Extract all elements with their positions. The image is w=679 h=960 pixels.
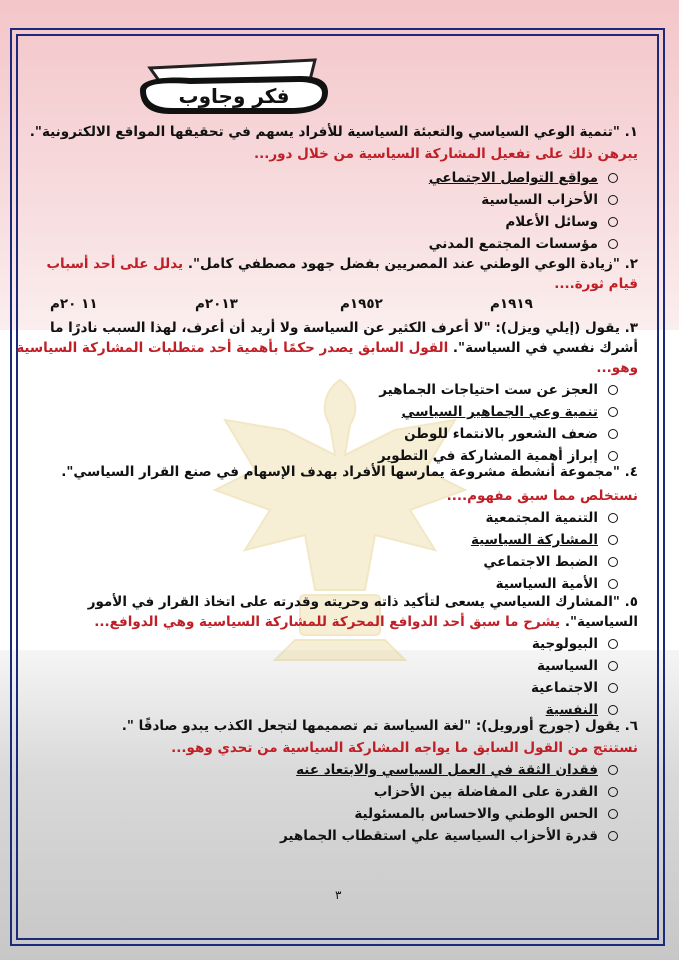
q1-option-2[interactable]: الأحزاب السياسية (481, 192, 618, 208)
q5-option-3[interactable]: الاجتماعية (531, 680, 618, 696)
question-4-text: ٤. "مجموعة أنشطة مشروعة يمارسها الأفراد بهدف الإسهام في صنع القرار السياسي". (61, 464, 638, 480)
question-5-text-line1: ٥. "المشارك السياسي يسعى لتأكيد ذاته وحريته وقدرته على اتخاذ القرار في الأمور (87, 594, 638, 610)
q6-option-4[interactable]: قدرة الأحزاب السياسية علي استقطاب الجماهير (280, 828, 618, 844)
q4-option-2[interactable]: المشاركة السياسية (471, 532, 618, 548)
q1-option-4[interactable]: مؤسسات المجتمع المدني (429, 236, 618, 252)
header-logo (130, 50, 335, 130)
question-6-prompt: نستنتج من القول السابق ما يواجه المشاركة السياسية من تحدي وهو... (171, 740, 638, 756)
radio-icon (608, 683, 618, 693)
radio-icon (608, 639, 618, 649)
radio-icon (608, 385, 618, 395)
radio-icon (608, 809, 618, 819)
page-number: ٣ (335, 888, 342, 902)
q2-option-4[interactable]: ١٩١٩م (490, 296, 533, 312)
question-1-prompt: يبرهن ذلك على تفعيل المشاركة السياسية من خلال دور... (253, 146, 638, 162)
q6-option-3[interactable]: الحس الوطني والاحساس بالمسئولية (354, 806, 618, 822)
question-1-text: ١. "تنمية الوعي السياسي والتعبئة السياسية للأفراد يسهم في تحقيقها المواقع الالكترونية". (29, 124, 638, 140)
q1-option-1[interactable]: مواقع التواصل الاجتماعي (429, 170, 618, 186)
q2-option-3[interactable]: ١٩٥٢م (340, 296, 383, 312)
q3-option-1[interactable]: العجز عن ست احتياجات الجماهير (379, 382, 618, 398)
radio-icon (608, 557, 618, 567)
q2-option-2[interactable]: ٢٠١٣م (195, 296, 238, 312)
question-6-text: ٦. يقول (جورج أورويل): "لغة السياسة تم تصميمها لتجعل الكذب يبدو صادقًا ". (121, 718, 638, 734)
radio-icon (608, 535, 618, 545)
q4-option-3[interactable]: الضبط الاجتماعي (483, 554, 618, 570)
radio-icon (608, 513, 618, 523)
radio-icon (608, 173, 618, 183)
q6-option-2[interactable]: القدرة على المفاضلة بين الأحزاب (374, 784, 618, 800)
q5-option-4[interactable]: النفسية (546, 702, 618, 718)
radio-icon (608, 407, 618, 417)
q6-option-1[interactable]: فقدان الثقة في العمل السياسي والابتعاد عنه (296, 762, 618, 778)
svg-text:فكر وجاوب: فكر وجاوب (178, 84, 290, 108)
q3-option-4[interactable]: إبراز أهمية المشاركة في التطوير (378, 448, 618, 464)
radio-icon (608, 765, 618, 775)
q5-option-1[interactable]: البيولوجية (532, 636, 618, 652)
question-4-prompt: نستخلص مما سبق مفهوم.... (446, 488, 638, 504)
radio-icon (608, 831, 618, 841)
q3-option-3[interactable]: ضعف الشعور بالانتماء للوطن (404, 426, 618, 442)
radio-icon (608, 429, 618, 439)
question-3-text-line2: أشرك نفسي في السياسة". القول السابق يصدر حكمًا بأهمية أحد متطلبات المشاركة السياسية (16, 340, 638, 356)
q4-option-4[interactable]: الأمية السياسية (496, 576, 618, 592)
q2-option-1[interactable]: ١١ ٢٠م (50, 296, 98, 312)
question-5-text-line2: السياسية". يشرح ما سبق أحد الدوافع المحركة للمشاركة السياسية وهي الدوافع... (94, 614, 638, 630)
question-3-prompt: وهو... (596, 360, 638, 376)
radio-icon (608, 217, 618, 227)
radio-icon (608, 195, 618, 205)
radio-icon (608, 705, 618, 715)
q1-option-3[interactable]: وسائل الأعلام (505, 214, 618, 230)
radio-icon (608, 661, 618, 671)
question-3-text-line1: ٣. يقول (إيلي ويزل): "لا أعرف الكثير عن السياسة ولا أريد أن أعرف، لهذا السبب نادرًا ما (50, 320, 638, 336)
radio-icon (608, 451, 618, 461)
question-2-text: ٢. "زيادة الوعي الوطني عند المصريين بفضل جهود مصطفي كامل". يدلل على أحد أسباب (46, 256, 638, 272)
radio-icon (608, 239, 618, 249)
q3-option-2[interactable]: تنمية وعي الجماهير السياسي (402, 404, 618, 420)
radio-icon (608, 579, 618, 589)
q5-option-2[interactable]: السياسية (537, 658, 618, 674)
q4-option-1[interactable]: التنمية المجتمعية (485, 510, 618, 526)
question-2-prompt: قيام ثورة.... (554, 276, 638, 292)
radio-icon (608, 787, 618, 797)
